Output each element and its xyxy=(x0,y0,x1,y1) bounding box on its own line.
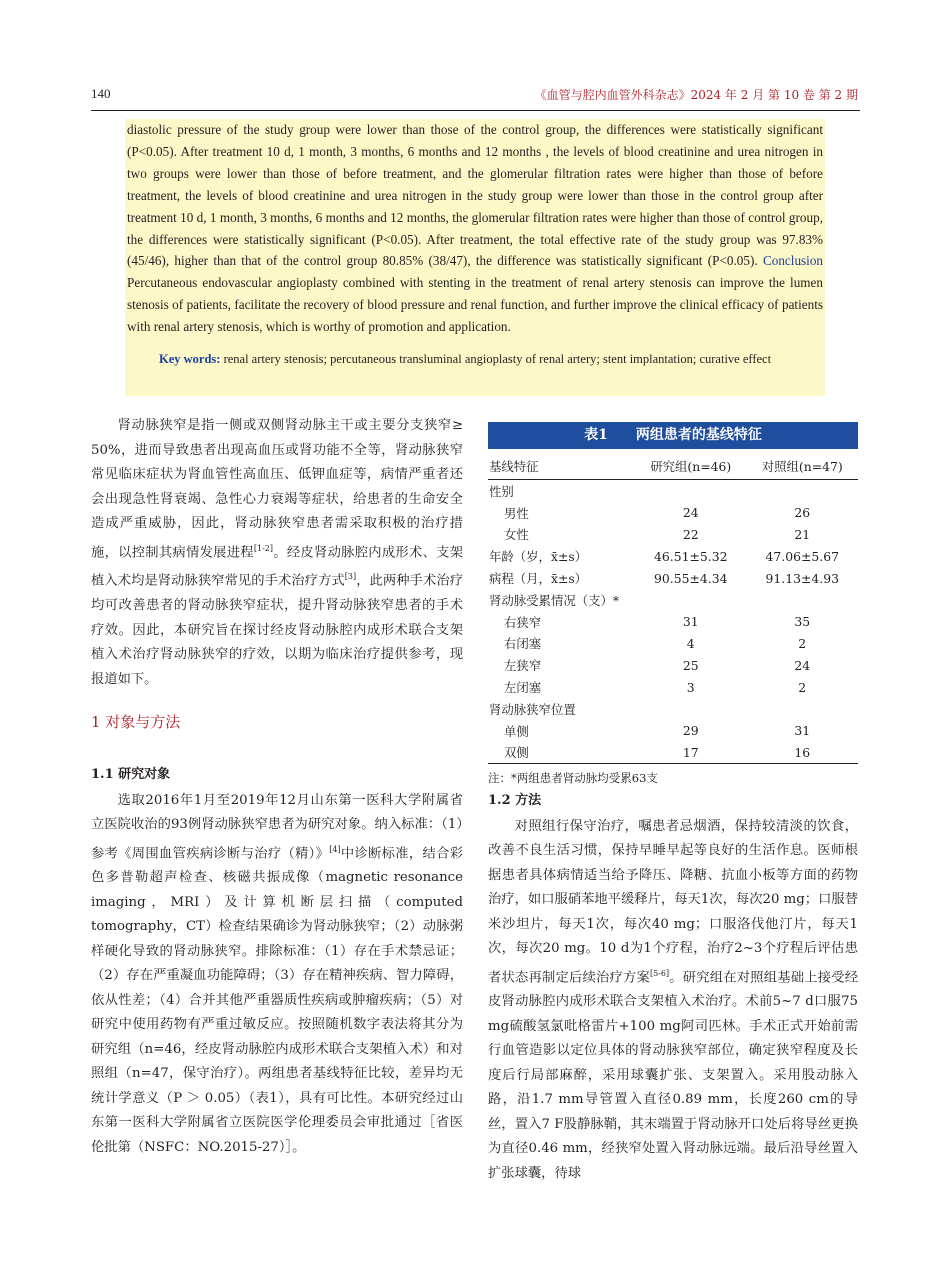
row-label: 病程（月，x̄±s） xyxy=(489,571,588,587)
header-feature: 基线特征 xyxy=(488,449,635,480)
row-study: 90.55±4.34 xyxy=(654,570,728,586)
subsection-title-1-2: 1.2 方法 xyxy=(488,793,542,808)
row-study: 46.51±5.32 xyxy=(654,548,728,564)
row-control: 2 xyxy=(798,679,807,695)
study-subjects-column xyxy=(91,763,463,1160)
subjects-text-1: 选取2016年1月至2019年12月山东第一医科大学附属省立医院收治的93例肾动脉狭窄患者为研究对象。纳入标准：（1）参考《周围血管疾病诊断与治疗（精）》 xyxy=(91,792,463,861)
row-control: 31 xyxy=(794,723,811,739)
page-header xyxy=(91,86,858,108)
row-label: 单侧 xyxy=(504,723,529,739)
keywords-text: renal artery stenosis; percutaneous transluminal angioplasty of renal artery; stent implantation; curative effect xyxy=(223,352,772,367)
row-study: 29 xyxy=(682,723,699,739)
row-control: 35 xyxy=(794,614,811,630)
row-study: 22 xyxy=(682,526,699,542)
row-label: 左狭窄 xyxy=(504,658,542,674)
table-title xyxy=(488,422,858,449)
row-label: 性别 xyxy=(489,483,514,499)
row-label: 右闭塞 xyxy=(504,636,542,652)
row-study: 31 xyxy=(682,614,699,630)
citation-5-6: [5-6] xyxy=(649,968,670,978)
table-row xyxy=(488,698,858,720)
journal-citation: 《血管与腔内血管外科杂志》2024 年 2 月 第 10 卷 第 2 期 xyxy=(534,88,858,102)
row-study xyxy=(635,480,747,502)
abstract-results: diastolic pressure of the study group were lower than those of the control group, the differences were statistically significant (P<0.05). After treatment 10 d, 1 month, 3 months, 6 months and 12 months , the levels of blood creatinine and urea nitrogen in two groups were lower than those of before treatment, and the glomerular filtration rates were higher than those of before treatment, the levels of blood creatinine and urea nitrogen in the study group were lower than those in the control group after treatment 10 d, 1 month, 3 months, 6 months and 12 months, the glomerular filtration rates were higher than those of control group, the differences were statistically significant (P<0.05). After treatment, the total effective rate of the study group was 97.83% (45/46), higher than that of the control group 80.85% (38/47), the difference was statistically significant (P<0.05). xyxy=(127,122,823,269)
table-row xyxy=(488,742,858,764)
table-row xyxy=(488,480,858,502)
intro-paragraph xyxy=(91,414,463,692)
row-label: 男性 xyxy=(504,505,529,521)
conclusion-text: Percutaneous endovascular angioplasty combined with stenting in the treatment of renal artery stenosis can improve the lumen stenosis of patients, facilitate the recovery of blood pressure and renal function, and further improve the clinical efficacy of patients with renal artery stenosis, which is worthy of promotion and application. xyxy=(127,275,823,335)
table-row xyxy=(488,654,858,676)
subsection-title-1-1: 1.1 研究对象 xyxy=(91,767,171,782)
methods-text-1: 对照组行保守治疗，嘱患者忌烟酒，保持较清淡的饮食，改善不良生活习惯，保持早睡早起等良好的生活作息。医师根据患者具体病情适当给予降压、降糖、抗血小板等方面的药物治疗，如口服硝苯地平缓释片，每天1次，每次20 mg；口服替米沙坦片，每天1次，每次40 mg；口服洛伐他汀片，每天1次，每次20 mg。10 d为1个疗程，治疗2~3个疗程后评估患者状态再制定后续治疗方案 xyxy=(488,818,858,985)
citation-4: [4] xyxy=(329,844,341,854)
row-control: 26 xyxy=(794,505,811,521)
row-study xyxy=(635,698,747,720)
row-label: 左闭塞 xyxy=(504,680,542,696)
row-control: 21 xyxy=(794,526,811,542)
study-subjects-paragraph xyxy=(91,789,463,1161)
keywords-label: Key words: xyxy=(159,352,221,367)
header-study-group: 研究组(n=46) xyxy=(635,449,747,480)
header-control-group: 对照组(n=47) xyxy=(747,449,859,480)
conclusion-label: Conclusion xyxy=(762,253,824,269)
row-control: 47.06±5.67 xyxy=(765,548,839,564)
row-label: 右狭窄 xyxy=(504,614,542,630)
table-header-row xyxy=(488,449,858,480)
table-row xyxy=(488,589,858,611)
intro-column xyxy=(91,414,463,692)
methods-paragraph xyxy=(488,815,858,1187)
table-row xyxy=(488,611,858,633)
row-control: 16 xyxy=(747,742,859,764)
citation-3: [3] xyxy=(344,572,357,582)
row-label: 双侧 xyxy=(488,742,635,764)
row-control: 24 xyxy=(794,657,811,673)
intro-text-1: 肾动脉狭窄是指一侧或双侧肾动脉主干或主要分支狭窄≥ 50%，进而导致患者出现高血压或肾功能不全等，肾动脉狭窄常见临床症状为肾血管性高血压、低钾血症等，病情严重者还会出现急性肾衰竭、急性心力衰竭等症状，给患者的生命安全造成严重威胁，因此，肾动脉狭窄患者需采取积极的治疗措施，以控制其病情发展进程 xyxy=(91,418,463,560)
row-control xyxy=(747,589,859,611)
row-control: 91.13±4.93 xyxy=(765,570,839,586)
section-title: 1 对象与方法 xyxy=(91,713,181,731)
table-row xyxy=(488,502,858,524)
row-study xyxy=(635,589,747,611)
methods-column xyxy=(488,789,858,1186)
table-row xyxy=(488,524,858,546)
row-label: 女性 xyxy=(504,527,529,543)
table-row xyxy=(488,720,858,742)
methods-text-2: 。研究组在对照组基础上接受经皮肾动脉腔内成形术联合支架植入术治疗。术前5~7 d口服75 mg硫酸氢氯吡格雷片+100 mg阿司匹林。手术正式开始前需行血管造影以定位具体的肾动脉狭窄部位，确定狭窄程度及长度后行局部麻醉，采用球囊扩张、支架置入。采用股动脉入路，沿1.7 mm导管置入直径0.89 mm，长度260 cm的导丝，置入7 F股静脉鞘，其末端置于肾动脉开口处后将导丝更换为直径0.46 mm，经狭窄处置入肾动脉远端。最后沿导丝置入扩张球囊，待球 xyxy=(488,969,859,1181)
row-control xyxy=(747,480,859,502)
header-divider xyxy=(91,110,860,111)
row-label: 年龄（岁，x̄±s） xyxy=(489,549,588,565)
page-number: 140 xyxy=(91,86,111,101)
table-caption: 两组患者的基线特征 xyxy=(635,427,762,443)
row-control xyxy=(747,698,859,720)
row-study: 25 xyxy=(682,657,699,673)
table-number: 表1 xyxy=(584,427,608,443)
citation-1-2: [1-2] xyxy=(253,543,273,553)
row-study: 4 xyxy=(686,635,695,651)
intro-text-2: 。经皮肾动脉腔内成形术、支架植入术均是肾动脉狭窄常见的手术治疗方式 xyxy=(91,544,464,589)
row-study: 24 xyxy=(682,505,699,521)
baseline-table-grid xyxy=(488,449,858,764)
row-label: 肾动脉狭窄位置 xyxy=(489,701,576,717)
baseline-table xyxy=(488,422,858,786)
table-row xyxy=(488,633,858,655)
row-study: 17 xyxy=(635,742,747,764)
table-note: 注：*两组患者肾动脉均受累63支 xyxy=(488,771,658,786)
abstract-body xyxy=(127,119,823,338)
row-study: 3 xyxy=(686,679,695,695)
intro-text-3: ，此两种手术治疗均可改善患者的肾动脉狭窄症状，提升肾动脉狭窄患者的手术疗效。因此，本研究旨在探讨经皮肾动脉腔内成形术联合支架植入术治疗肾动脉狭窄的疗效，以期为临床治疗提供参考，现报道如下。 xyxy=(91,573,464,687)
table-row xyxy=(488,545,858,567)
keywords-line xyxy=(127,349,823,371)
row-label: 肾动脉受累情况（支）* xyxy=(489,592,620,608)
row-control: 2 xyxy=(798,635,807,651)
english-abstract xyxy=(125,119,825,396)
table-row xyxy=(488,676,858,698)
table-row xyxy=(488,567,858,589)
subjects-text-2: 中诊断标准，结合彩色多普勒超声检查、核磁共振成像（magnetic resonance imaging，MRI）及计算机断层扫描（computed tomography，CT）检查结果确诊为肾动脉狭窄；（2）动脉粥样硬化导致的肾动脉狭窄。排除标准：（1）存在手术禁忌证；（2）存在严重凝血功能障碍；（3）存在精神疾病、智力障碍，依从性差；（4）合并其他严重器质性疾病或肿瘤疾病；（5）对研究中使用药物有严重过敏反应。按照随机数字表法将其分为研究组（n=46，经皮肾动脉腔内成形术联合支架植入术）和对照组（n=47，保守治疗）。两组患者基线特征比较，差异均无统计学意义（P ＞ 0.05）（表1），具有可比性。本研究经过山东第一医科大学附属省立医院医学伦理委员会审批通过［省医伦批第（NSFC：NO.2015-27）］。 xyxy=(91,845,463,1155)
